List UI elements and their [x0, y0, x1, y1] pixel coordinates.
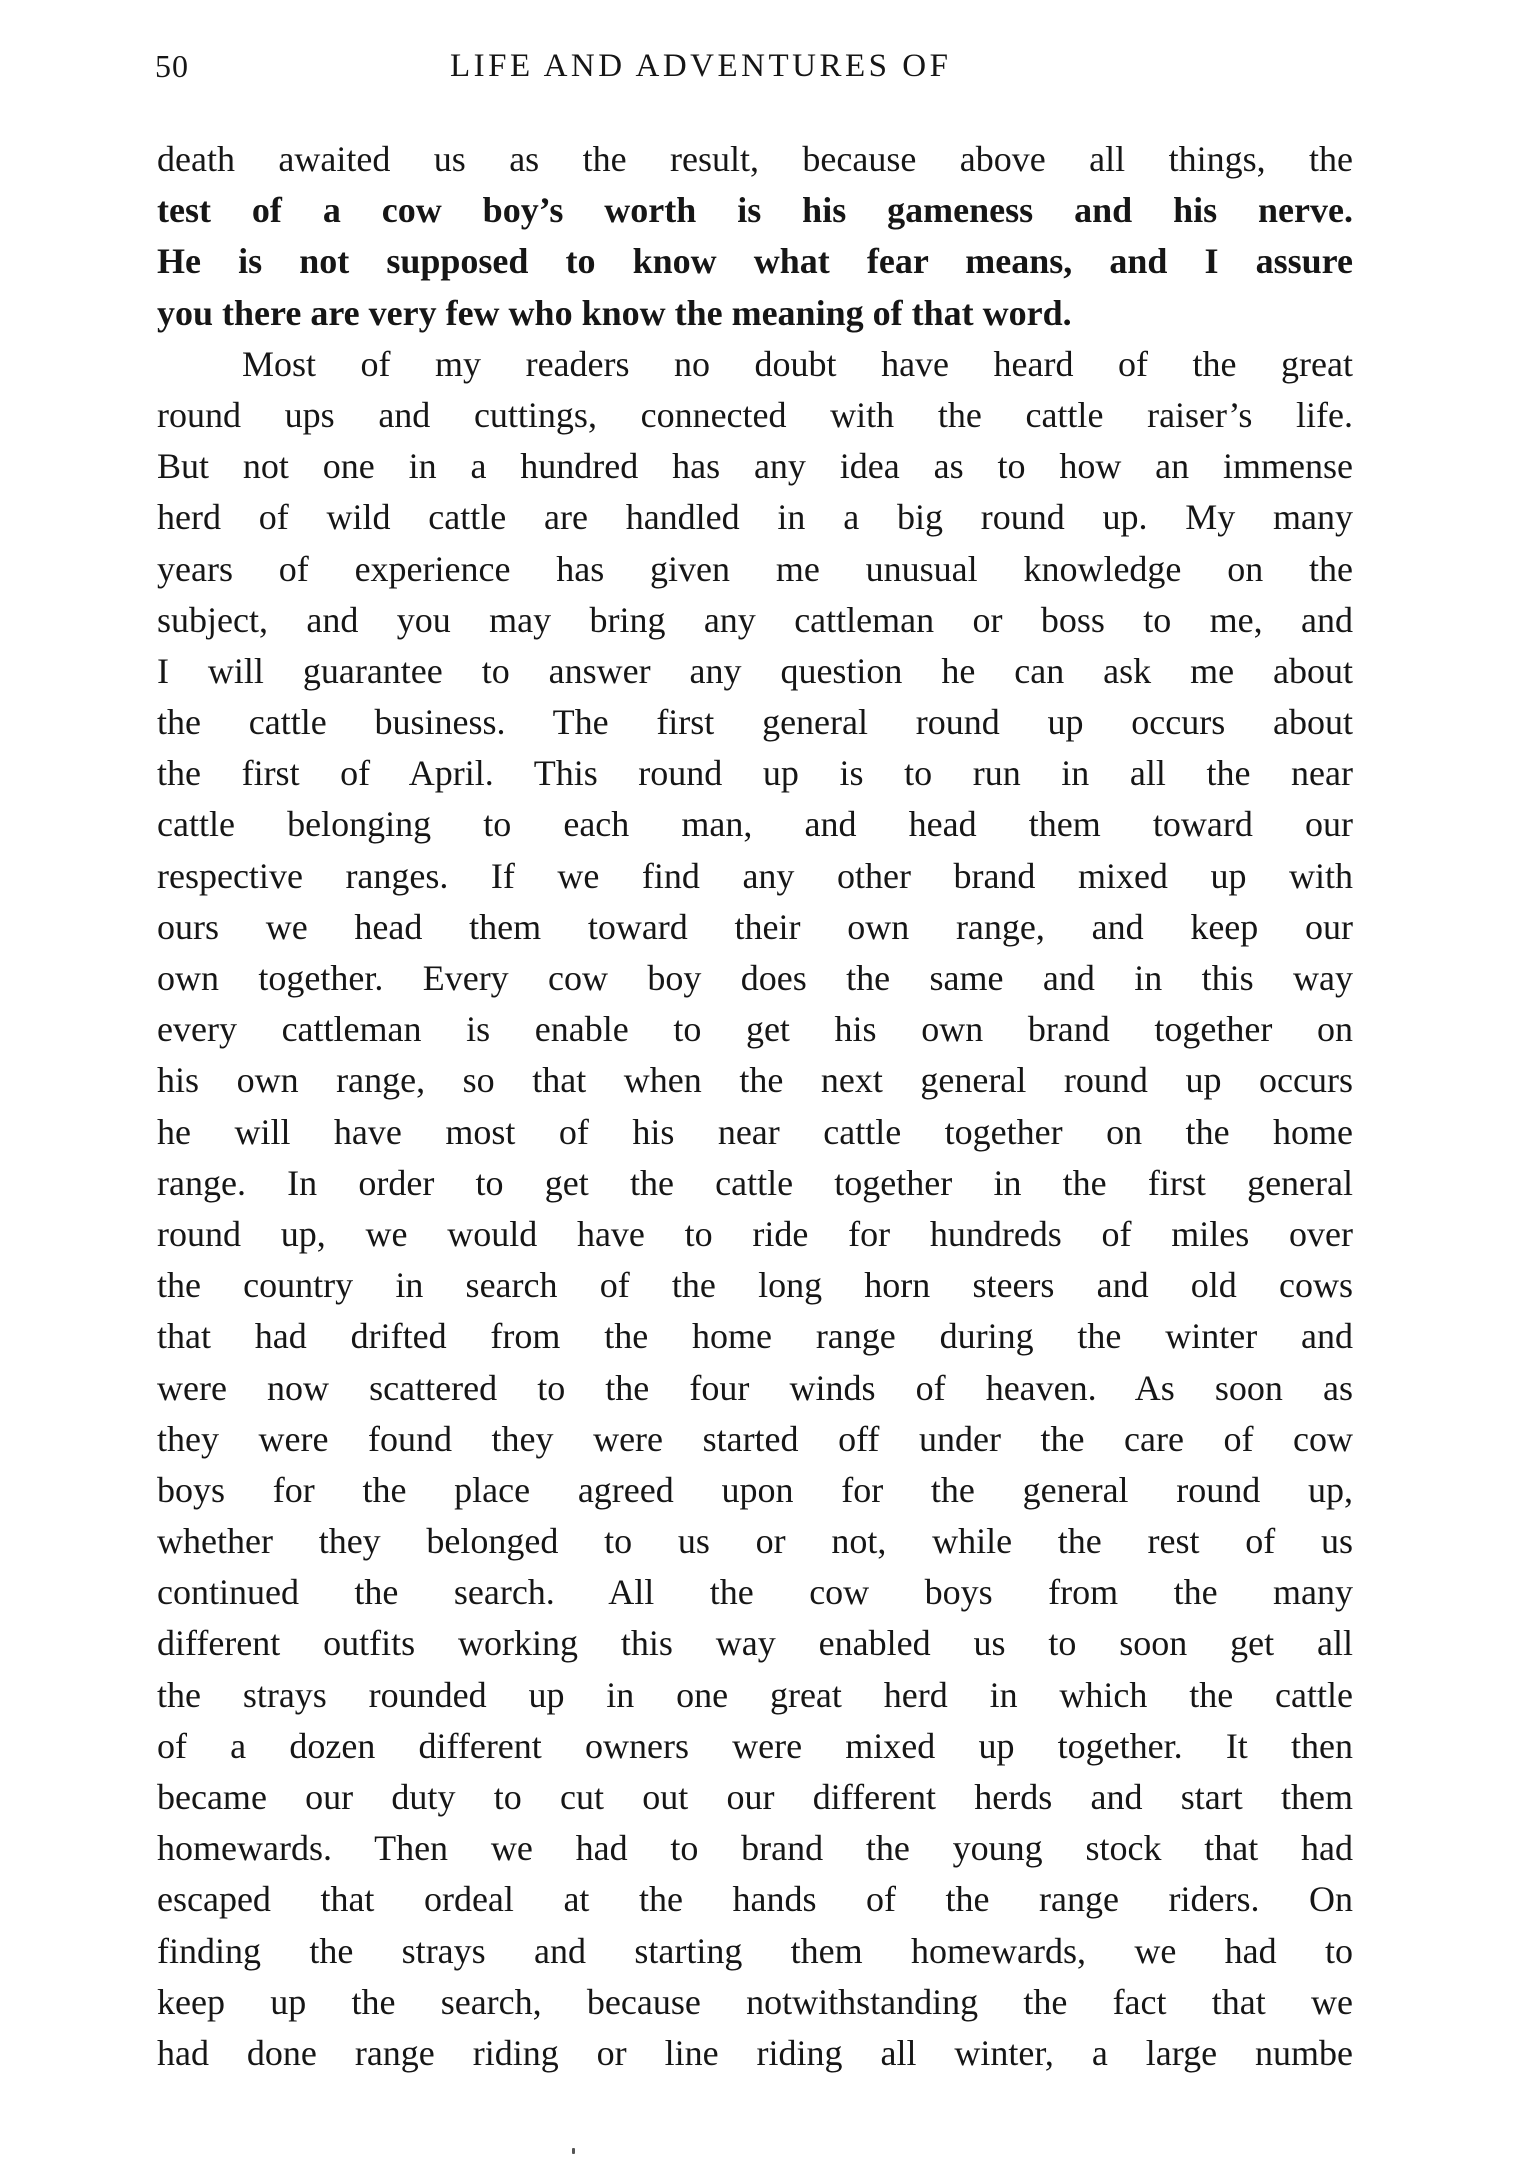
- text-line: continued the search. All the cow boys from the many: [157, 1572, 1353, 1613]
- text-line: they were found they were started off under the care of cow: [157, 1418, 1353, 1459]
- running-head: LIFE AND ADVENTURES OF: [450, 48, 952, 84]
- text-line: test of a cow boy’s worth is his gameness and his nerve.: [157, 190, 1353, 231]
- text-line: became our duty to cut out our different herds and start them: [157, 1777, 1353, 1817]
- text-line: that had drifted from the home range during the winter and: [157, 1316, 1353, 1357]
- text-line: Most of my readers no doubt have heard of the great: [242, 343, 1353, 384]
- text-line: were now scattered to the four winds of heaven. As soon as: [157, 1367, 1353, 1408]
- print-speck: [572, 2148, 575, 2154]
- text-line: his own range, so that when the next general round up occurs: [157, 1060, 1353, 1101]
- text-line: death awaited us as the result, because above all things, the: [157, 139, 1353, 179]
- page-header: [155, 48, 1355, 98]
- text-line: respective ranges. If we find any other brand mixed up with: [157, 855, 1353, 896]
- text-line: of a dozen different owners were mixed up together. It then: [157, 1725, 1353, 1766]
- text-line: boys for the place agreed upon for the general round up,: [157, 1469, 1353, 1510]
- text-line: the cattle business. The first general round up occurs about: [157, 702, 1353, 743]
- text-line: the country in search of the long horn steers and old cows: [157, 1265, 1353, 1306]
- text-line: keep up the search, because notwithstanding the fact that we: [157, 1981, 1353, 2022]
- text-line: subject, and you may bring any cattleman or boss to me, and: [157, 599, 1353, 640]
- text-line: escaped that ordeal at the hands of the range riders. On: [157, 1879, 1353, 1920]
- text-line: But not one in a hundred has any idea as to how an immense: [157, 446, 1353, 487]
- page-number: 50: [155, 48, 189, 84]
- text-line: round ups and cuttings, connected with the cattle raiser’s life.: [157, 394, 1353, 435]
- text-line: the strays rounded up in one great herd in which the cattle: [157, 1674, 1353, 1715]
- text-line: I will guarantee to answer any question he can ask me about: [157, 650, 1353, 691]
- text-line: different outfits working this way enabled us to soon get all: [157, 1623, 1353, 1664]
- text-line: He is not supposed to know what fear means, and I assure: [157, 241, 1353, 282]
- text-line: had done range riding or line riding all winter, a large numbe: [157, 2032, 1353, 2073]
- text-line: homewards. Then we had to brand the young stock that had: [157, 1828, 1353, 1869]
- text-line: you there are very few who know the meaning of that word.: [157, 292, 1072, 333]
- text-line: round up, we would have to ride for hundreds of miles over: [157, 1213, 1353, 1254]
- text-line: cattle belonging to each man, and head them toward our: [157, 804, 1353, 845]
- text-line: herd of wild cattle are handled in a big round up. My many: [157, 497, 1353, 538]
- text-line: every cattleman is enable to get his own brand together on: [157, 1009, 1353, 1050]
- text-line: range. In order to get the cattle together in the first general: [157, 1162, 1353, 1203]
- body-text: [157, 134, 1353, 2079]
- text-line: ours we head them toward their own range, and keep our: [157, 906, 1353, 947]
- text-line: finding the strays and starting them homewards, we had to: [157, 1930, 1353, 1971]
- text-line: whether they belonged to us or not, while the rest of us: [157, 1521, 1353, 1562]
- text-line: he will have most of his near cattle together on the home: [157, 1111, 1353, 1152]
- text-line: years of experience has given me unusual knowledge on the: [157, 548, 1353, 589]
- text-line: own together. Every cow boy does the same and in this way: [157, 958, 1353, 998]
- text-line: the first of April. This round up is to run in all the near: [157, 753, 1353, 794]
